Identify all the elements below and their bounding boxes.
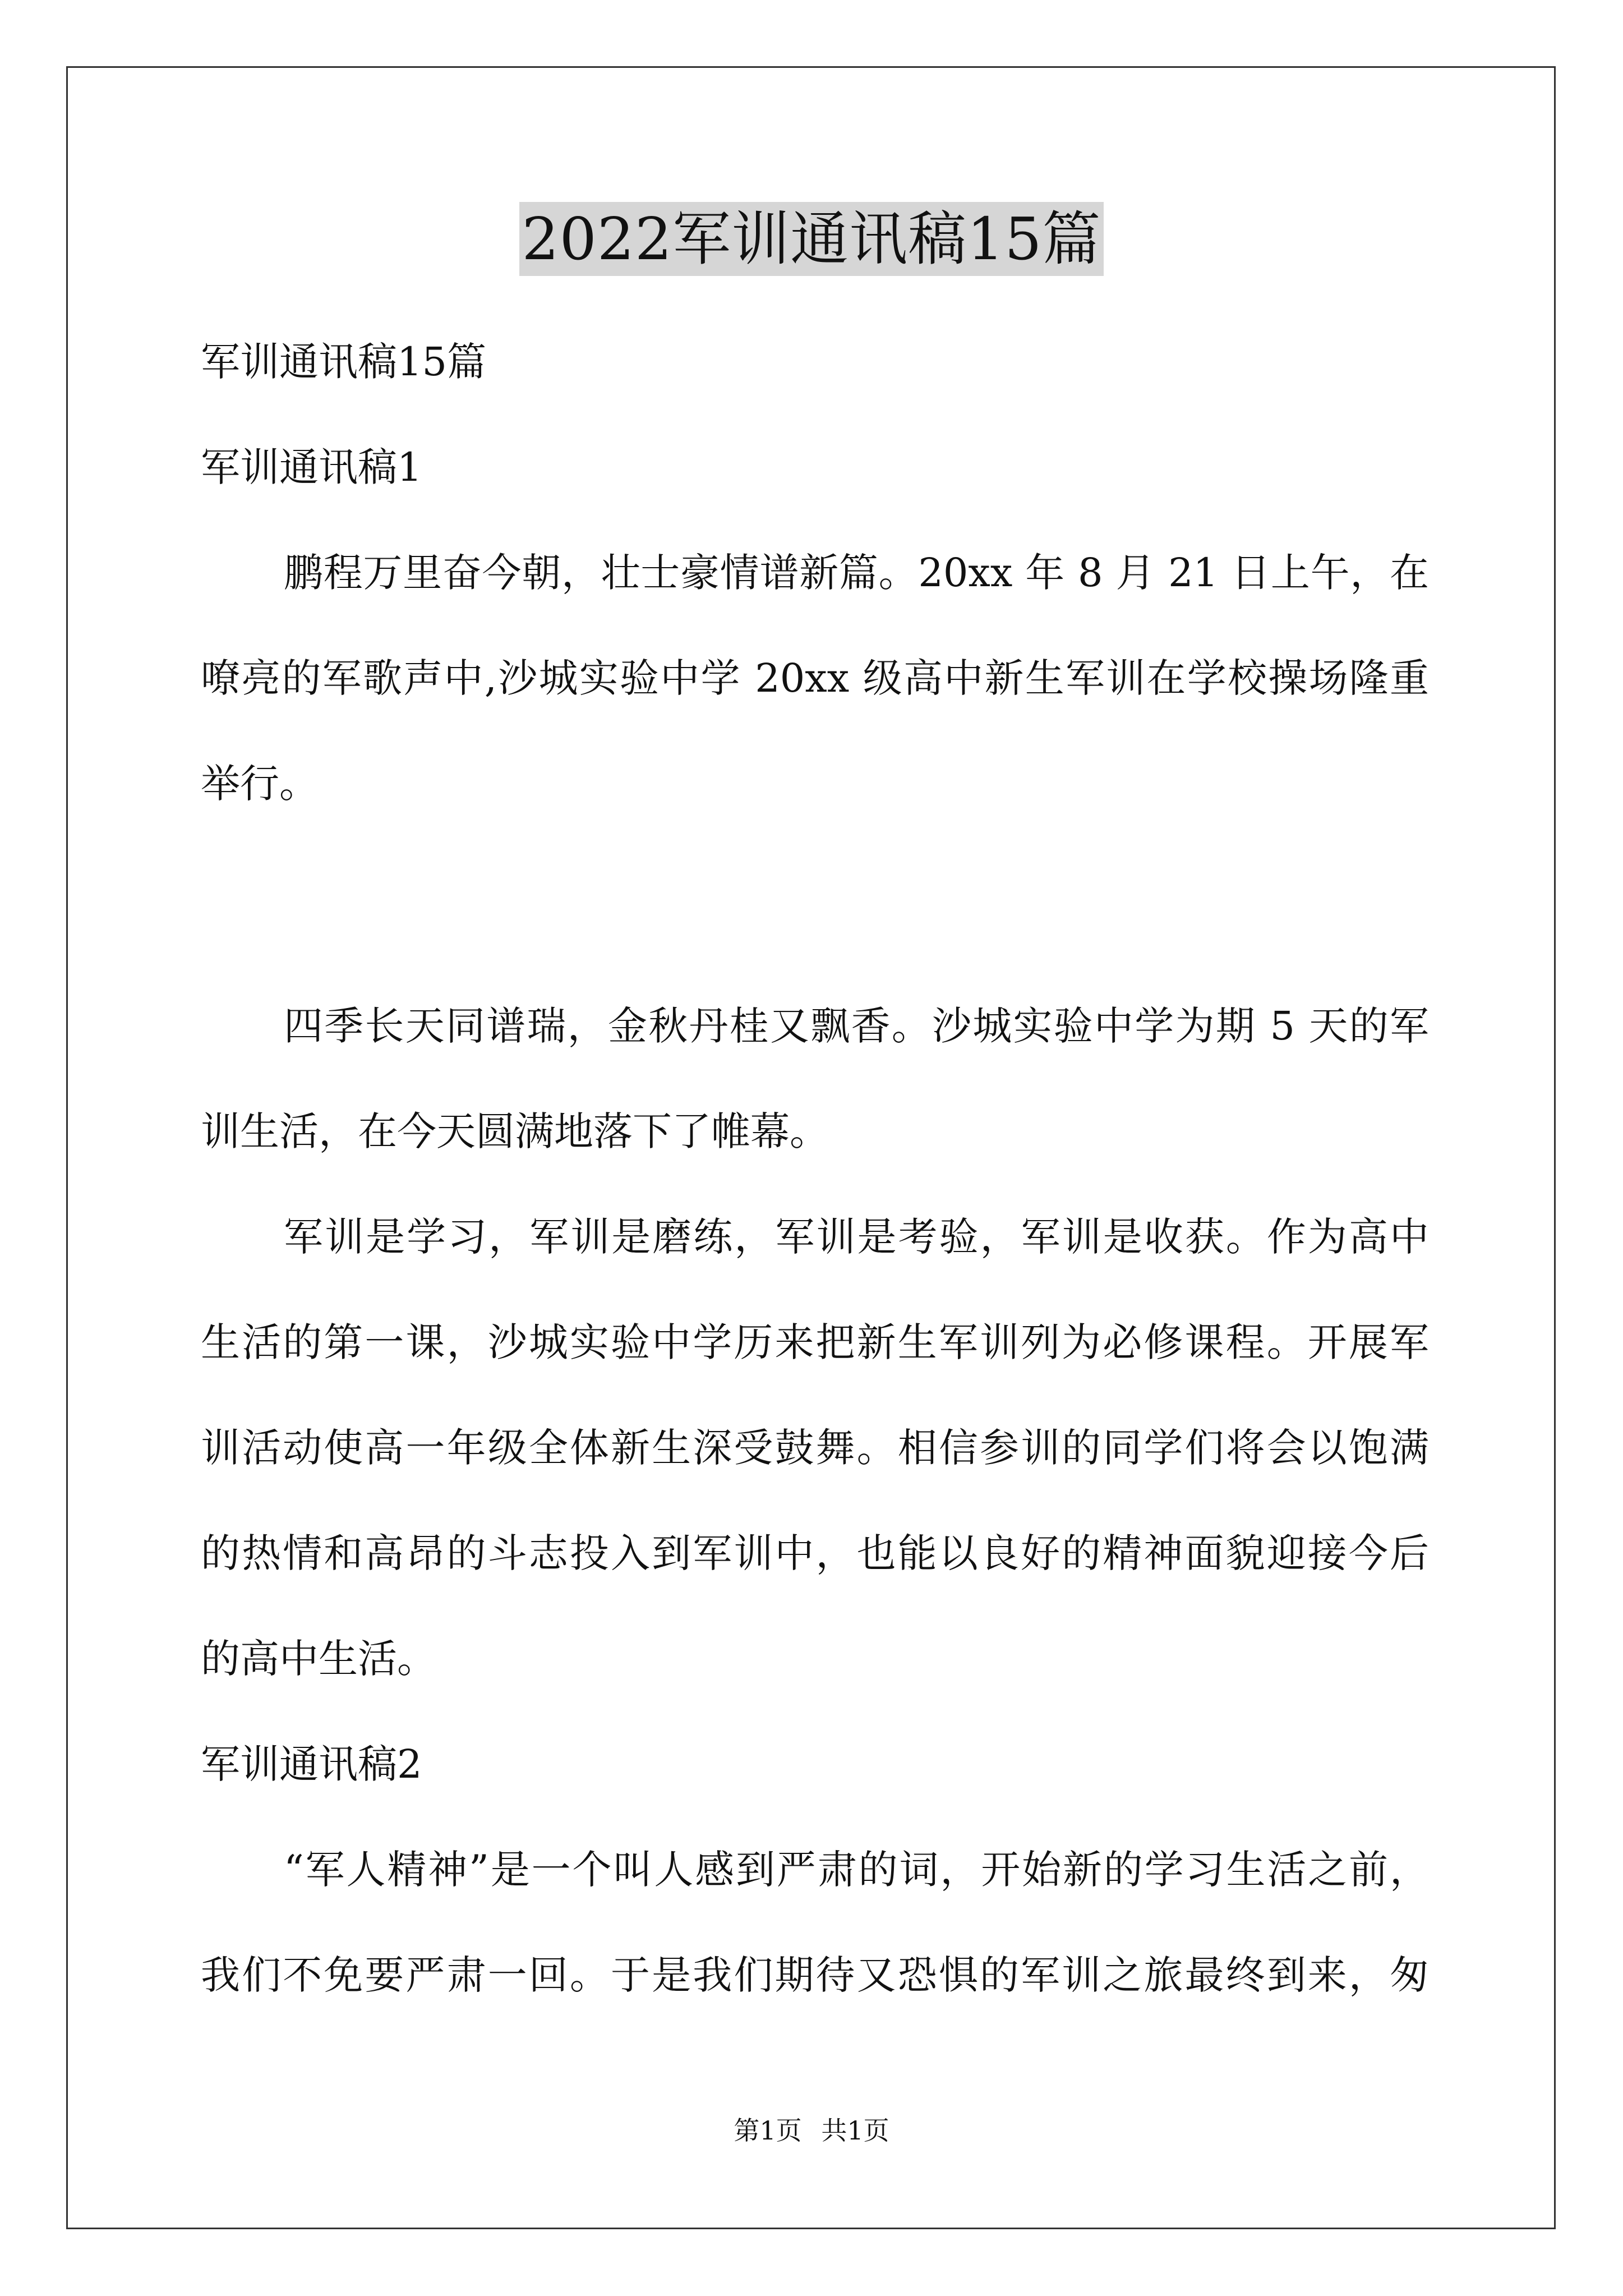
paragraph-line: 的高中生活。 — [201, 1636, 436, 1682]
section-heading-1: 军训通讯稿1 — [201, 444, 422, 490]
paragraph-line: 鹏程万里奋今朝，壮士豪情谱新篇。20xx 年 8 月 21 日上午，在 — [284, 550, 1429, 596]
paragraph-line: 的热情和高昂的斗志投入到军训中，也能以良好的精神面貌迎接今后 — [201, 1530, 1429, 1576]
page-footer — [0, 2114, 1623, 2147]
section-heading-2: 军训通讯稿2 — [201, 1741, 422, 1787]
document-title: 2022军训通讯稿15篇 — [519, 202, 1103, 276]
page-number: 第1页 — [734, 2115, 802, 2146]
page-total: 共1页 — [821, 2115, 889, 2146]
paragraph-line: 训活动使高一年级全体新生深受鼓舞。相信参训的同学们将会以饱满 — [201, 1425, 1429, 1471]
paragraph-line: “军人精神”是一个叫人感到严肃的词，开始新的学习生活之前， — [284, 1847, 1429, 1893]
paragraph-line: 嘹亮的军歌声中,沙城实验中学 20xx 级高中新生军训在学校操场隆重 — [201, 655, 1429, 701]
paragraph-line: 举行。 — [201, 761, 319, 807]
paragraph-line: 我们不免要严肃一回。于是我们期待又恐惧的军训之旅最终到来，匆 — [201, 1952, 1429, 1998]
subtitle-line: 军训通讯稿15篇 — [201, 339, 487, 385]
paragraph-line: 军训是学习，军训是磨练，军训是考验，军训是收获。作为高中 — [284, 1214, 1429, 1260]
paragraph-line: 训生活，在今天圆满地落下了帷幕。 — [201, 1108, 829, 1154]
title-wrap — [0, 202, 1623, 276]
paragraph-line: 四季长天同谱瑞，金秋丹桂又飘香。沙城实验中学为期 5 天的军 — [284, 1003, 1429, 1049]
paragraph-line: 生活的第一课，沙城实验中学历来把新生军训列为必修课程。开展军 — [201, 1319, 1429, 1365]
